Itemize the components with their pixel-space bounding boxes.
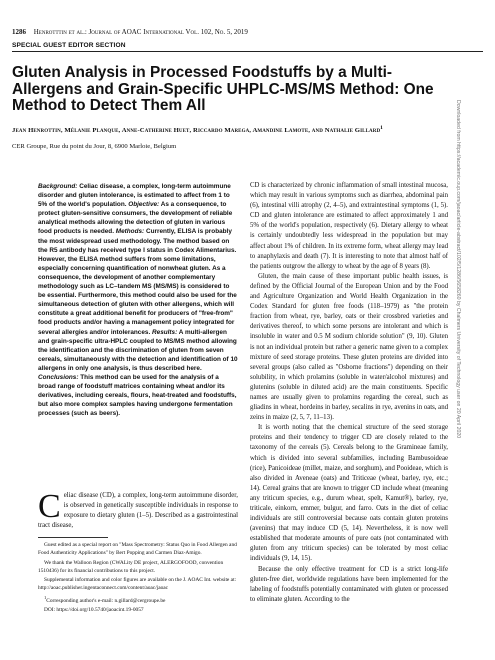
drop-cap: C [38,488,61,525]
footnote-mark: 1 [44,594,47,600]
header-divider [12,51,483,52]
corresponding-author-mark: 1 [380,125,384,131]
footnote-supplemental: Supplemental information and color figures are available on the J. AOAC Int. website at: http://aoac.publisher.ingentaconnect.com/content/aoac/jaoac [38,577,237,591]
abstract-conclusions-label: Conclusions: [38,373,79,381]
author-list [12,124,432,136]
footnote-funding: We thank the Walloon Region (CWALity DE project, ALERGOFOOD, convention 1510436) for its financial contributions to this project. [38,559,224,574]
author-affiliation: CER Groupe, Rue du point du Jour, 8, 6900 Marloie, Belgium [12,143,177,150]
section-label: SPECIAL GUEST EDITOR SECTION [12,42,126,49]
footnote-doi: DOI: https://doi.org/10.5740/jaoacint.19-0057 [44,606,144,613]
running-header [12,28,248,36]
page-number: 1286 [12,28,26,36]
abstract-objective-label: Objective: [128,201,160,209]
introduction-paragraph [38,488,238,531]
footnote-corresponding [38,594,238,605]
abstract-objective: As a consequence, to protect gluten-sensitive consumers, the development of reliable analytical methods allowing the detection of gluten in various food products is needed. [38,201,233,236]
journal-citation: Henrotttin et al.: Journal of AOAC International Vol. 102, No. 5, 2019 [33,28,248,36]
introduction-text: eliac disease (CD), a complex, long-term autoimmune disorder, is observed in genetically susceptible individuals in response to exposure to dietary gluten (1–5). Described as a gastrointestinal tract disease, [38,492,238,530]
abstract-methods-label: Methods: [115,228,145,236]
abstract [38,182,238,418]
body-paragraph: Gluten, the main cause of these important public health issues, is defined by the Official Journal of the European Union and by the Food and Agriculture Organization and World Health Organization in the Codex Standard for gluten free foods (118–1979) as "the protein fraction from wheat, rye, barley, oats or their crossbred varieties and derivatives thereof, to which some persons are intolerant and which is insoluble in water and 0.5 M sodium chloride solution" (9, 10). Gluten is not an individual protein but rather a generic name given to a complex mixture of seed storage proteins. These gluten proteins are divided into several groups (also called as "Osborne fractions") depending on their solubility, in which prolamins (soluble in water/alcohol mixtures) and glutenins (soluble in diluted acid) are the main constituents. Specific names are usually given to prolamins regarding the cereal, such as gliadins in wheat, hordeins in barley, secalins in rye, avenins in oats, and zeins in maize (2, 5, 7, 11–13). [250,272,448,422]
abstract-background-label: Background: [38,183,78,190]
abstract-methods: Currently, ELISA is probably the most widespread used methodology. The method based on the R5 antibody has received type I status in Codex Alimentarius. However, the ELISA method suffers from some limitations, especially concerning quantification of nonwheat gluten. As a consequence, the development of another complementary methodology such as LC–tandem MS (MS/MS) is considered to be essential. Furthermore, this method could also be used for the simultaneous detection of gluten with other allergens, which will constitute a great additional benefit for producers of "free-from" food products and/or having a management policy integrated for several allergies and/or intolerances. [38,228,237,336]
abstract-conclusions: This method can be used for the analysis of a broad range of foodstuff matrices containing wheat and/or its derivatives, including cereals, flours, heat-treated and foodstuffs, but also more complex samples having undergone fermentation processes (such as beers). [38,373,237,418]
body-paragraph: It is worth noting that the chemical structure of the seed storage proteins and their tendency to trigger CD are closely related to the taxonomy of the cereals (5). Cereals belong to the Gramineae family, which is divided into several subfamilies, including Bambusoideae (rice), Panicoideae (millet, maize, and sorghum), and Pooideae, which is also divided in Aveneae (oats) and Triticeae (wheat, barley, rye, etc.; 14). Cereal grains that are known to trigger CD include wheat (meaning any triticum species, e.g., durum wheat, spelt, Kamut®), barley, rye, triticale, einkorn, emmer, bulgur, and farro. Oats in the diet of celiac individuals are still controversial because oats contain gluten proteins (avenins) that may induce CD (5, 14). Nevertheless, it is now well established that moderate amounts of pure oats (not contaminated with gluten from any triticum species) can be tolerated by most celiac individuals (9, 14, 15). [250,424,448,563]
author-names: Jean Henrottin, Mélanie Planque, Anne-Catherine Huet, Riccardo Marega, Amandine Lamote, and Nathalie Gillard [12,127,381,135]
right-column [250,181,448,605]
abstract-results-label: Results: [152,328,178,336]
body-paragraph: Because the only effective treatment for CD is a strict long-life gluten-free diet, worldwide regulations have been implemented for the labeling of foodstuffs potentially contaminated with gluten or processed to eliminate gluten. According to the [250,565,448,603]
footnote-guest-edit: Guest edited as a special report on "Mass Spectrometry: Status Quo in Food Allergen and Food Authenticity Applications" by Bert Popping and Carmen Diaz-Amigo. [38,542,237,556]
article-title: Gluten Analysis in Processed Foodstuffs by a Multi-Allergens and Grain-Specific UHPLC-MS/MS Method: One Method to Detect Them All [12,64,434,115]
footnotes [38,541,238,615]
abstract-results: A multi-allergen and grain-specific ultra-HPLC coupled to MS/MS method allowing the identification and the discrimination of gluten from seven cereals, simultaneously with the detection and identification of 10 allergens in only one analysis, is thus described here. [38,328,238,372]
footnote-divider [38,537,108,538]
download-watermark: Downloaded from https://academic.oup.com/jaoac/article-abstract/102/5/1286/5658260 by Chalmers University of Technology user on 20 April 2020 [455,100,461,439]
body-paragraph: CD is characterized by chronic inflammation of small intestinal mucosa, which may result in various symptoms such as diarrhea, abdominal pain (6), intestinal villi atrophy (2, 4–5), and extraintestinal symptoms (1, 5). CD and gluten intolerance are estimated to affect approximately 1 and 5% of the world's population, respectively (6). Dietary allergy to wheat is certainly undoubtedly less widespread in the population but may affect about 1% of children. In its extreme form, wheat allergy may lead to anaphylaxis and death (7). It is interesting to note that almost half of the patients outgrow the allergy to wheat by the age of 8 years (8). [250,182,448,270]
footnote-corresponding-text: Corresponding author's e-mail: n.gillard@cergroupe.be [46,597,166,604]
abstract-background: Celiac disease, a complex, long-term autoimmune disorder and gluten intolerance, is estimated to affect from 1 to 5% of the world's population. [38,183,231,209]
